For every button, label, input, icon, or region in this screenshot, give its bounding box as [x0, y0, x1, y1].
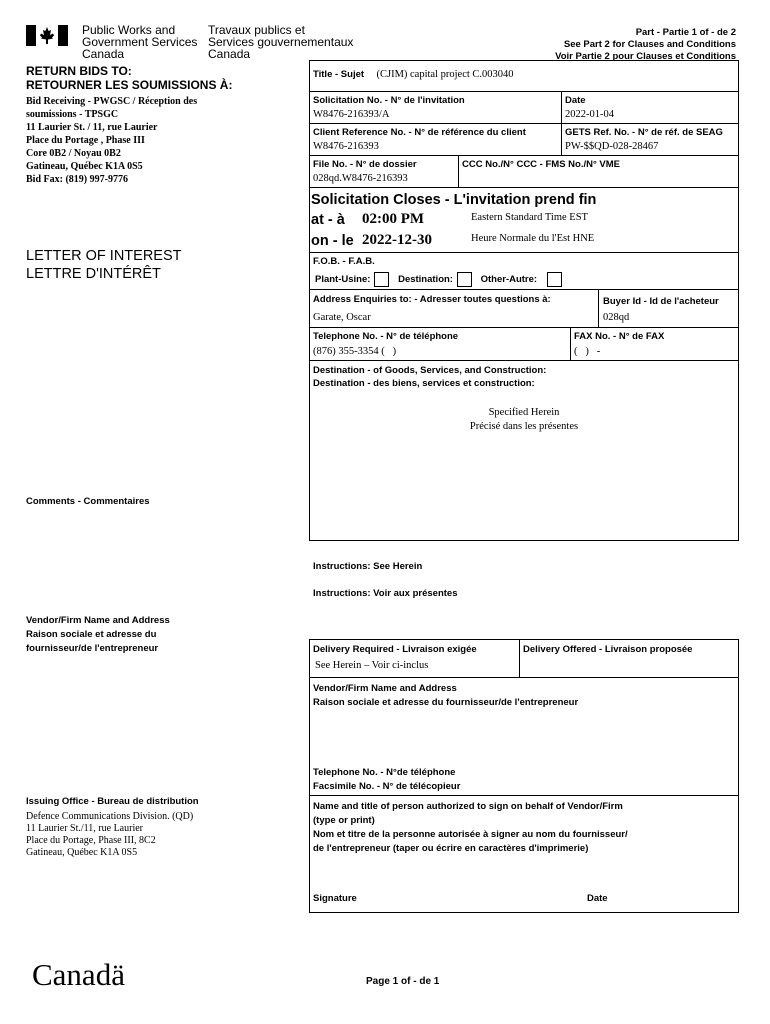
- telephone-label: Telephone No. - N° de téléphone: [313, 331, 459, 342]
- title-field: [313, 64, 514, 82]
- destination-value-line: Précisé dans les présentes: [469, 421, 579, 432]
- part-line: See Part 2 for Clauses and Conditions: [563, 39, 736, 50]
- solicitation-closes-title: Solicitation Closes - L'invitation prend fin: [311, 192, 597, 208]
- dept-en-line: Public Works and: [82, 23, 176, 37]
- canada-flag-icon: [26, 25, 68, 46]
- telephone-value: (876) 355-3354 ( ): [313, 346, 397, 357]
- destination-value-line: Specified Herein: [488, 407, 560, 418]
- vendor-firm-left-label: [26, 614, 170, 656]
- dept-fr-line: Canada: [208, 47, 251, 61]
- part-indicator: [555, 27, 736, 63]
- other-checkbox[interactable]: [547, 272, 562, 287]
- destination-checkbox[interactable]: [457, 272, 472, 287]
- plant-checkbox[interactable]: [374, 272, 389, 287]
- closing-time-value: 02:00 PM: [362, 211, 425, 227]
- issuing-line: Gatineau, Québec K1A 0S5: [26, 847, 138, 858]
- fob-label: F.O.B. - F.A.B.: [313, 256, 375, 267]
- on-label: on - le: [311, 233, 354, 249]
- fob-options: [315, 272, 566, 287]
- department-name-en: [82, 24, 197, 60]
- gets-ref-label: GETS Ref. No. - N° de réf. de SEAG: [565, 127, 723, 138]
- vendor-facsimile-label: Facsimile No. - N° de télécopieur: [313, 781, 461, 792]
- closing-date-value: 2022-12-30: [362, 232, 432, 248]
- letter-of-interest-title: [26, 247, 182, 283]
- signature-label: Signature: [313, 893, 357, 904]
- instructions-en: Instructions: See Herein: [313, 561, 423, 572]
- file-no-label: File No. - N° de dossier: [313, 159, 417, 170]
- address-line: soumissions - TPSGC: [26, 109, 119, 120]
- timezone-en: Eastern Standard Time EST: [471, 212, 588, 223]
- buyer-id-value: 028qd: [603, 312, 630, 323]
- client-ref-label: Client Reference No. - N° de référence du client: [313, 127, 526, 138]
- date-label: Date: [565, 95, 586, 106]
- solicitation-label: Solicitation No. - N° de l'invitation: [313, 95, 465, 106]
- vendor-telephone-label: Telephone No. - N°de téléphone: [313, 767, 456, 778]
- authorized-person-label: [313, 800, 628, 856]
- vendor-phone-labels: [313, 766, 460, 794]
- vendor-left-line: fournisseur/de l'entrepreneur: [26, 643, 159, 654]
- file-no-value: 028qd.W8476-216393: [313, 173, 408, 184]
- destination-goods-label: [313, 364, 546, 390]
- address-line: Core 0B2 / Noyau 0B2: [26, 148, 121, 159]
- dept-fr-line: Services gouvernementaux: [208, 35, 354, 49]
- return-bids-address: [26, 95, 197, 186]
- issuing-office-address: [26, 811, 193, 859]
- letter-title-line: LETTER OF INTEREST: [26, 248, 182, 264]
- vendor-firm-label: [313, 682, 578, 710]
- department-name-fr: [208, 24, 353, 60]
- vendor-firm-field[interactable]: [311, 712, 737, 762]
- date-value: 2022-01-04: [565, 109, 614, 120]
- instructions-fr: Instructions: Voir aux présentes: [313, 588, 458, 599]
- address-enquiries-label: Address Enquiries to: - Adresser toutes questions à:: [313, 294, 551, 305]
- delivery-offered-label: Delivery Offered - Livraison proposée: [523, 644, 693, 655]
- fax-label: FAX No. - N° de FAX: [574, 331, 665, 342]
- address-line: Bid Receiving - PWGSC / Réception des: [26, 96, 198, 107]
- comments-label: Comments - Commentaires: [26, 496, 150, 507]
- part-line: Voir Partie 2 pour Clauses et Conditions: [555, 51, 736, 62]
- address-line: Bid Fax: (819) 997-9776: [26, 174, 128, 185]
- authorized-line: Name and title of person authorized to sign on behalf of Vendor/Firm: [313, 801, 623, 812]
- return-bids-title-line: RETOURNER LES SOUMISSIONS À:: [26, 78, 233, 92]
- delivery-offered-field[interactable]: [521, 657, 737, 675]
- timezone-fr: Heure Normale du l'Est HNE: [471, 233, 595, 244]
- authorized-person-field[interactable]: [311, 858, 737, 886]
- address-enquiries-value: Garate, Oscar: [313, 312, 371, 323]
- issuing-line: Place du Portage, Phase III, 8C2: [26, 835, 156, 846]
- issuing-office-label: Issuing Office - Bureau de distribution: [26, 796, 199, 807]
- destination-label-line: Destination - of Goods, Services, and Construction:: [313, 365, 547, 376]
- issuing-line: 11 Laurier St./11, rue Laurier: [26, 823, 143, 834]
- dept-en-line: Canada: [82, 47, 125, 61]
- other-label: Other-Autre:: [480, 274, 538, 286]
- letter-title-line: LETTRE D'INTÉRÊT: [26, 266, 161, 282]
- canada-wordmark: Canadä: [32, 957, 125, 992]
- buyer-id-label: Buyer Id - Id de l'acheteur: [603, 296, 719, 307]
- at-label: at - à: [311, 212, 345, 228]
- address-line: 11 Laurier St. / 11, rue Laurier: [26, 122, 158, 133]
- authorized-line: (type or print): [313, 815, 375, 826]
- client-ref-value: W8476-216393: [313, 141, 379, 152]
- address-line: Place du Portage , Phase III: [26, 135, 145, 146]
- destination-goods-value: [309, 406, 739, 434]
- title-label: Title - Sujet: [313, 69, 365, 80]
- page-number: Page 1 of - de 1: [366, 976, 440, 987]
- dept-fr-line: Travaux publics et: [208, 23, 305, 37]
- issuing-line: Defence Communications Division. (QD): [26, 811, 194, 822]
- ccc-label: CCC No./N° CCC - FMS No./N° VME: [462, 159, 621, 170]
- part-line: Part - Partie 1 of - de 2: [635, 27, 736, 38]
- delivery-required-label: Delivery Required - Livraison exigée: [313, 644, 477, 655]
- gets-ref-value: PW-$$QD-028-28467: [565, 141, 659, 152]
- authorized-line: Nom et titre de la personne autorisée à signer au nom du fournisseur/: [313, 829, 628, 840]
- authorized-line: de l'entrepreneur (taper ou écrire en caractères d'imprimerie): [313, 843, 589, 854]
- vendor-left-line: Raison sociale et adresse du: [26, 629, 157, 640]
- signature-date-label: Date: [587, 893, 608, 904]
- solicitation-value: W8476-216393/A: [313, 109, 390, 120]
- vendor-left-line: Vendor/Firm Name and Address: [26, 615, 170, 626]
- delivery-required-value: See Herein – Voir ci-inclus: [315, 660, 429, 671]
- return-bids-title-line: RETURN BIDS TO:: [26, 64, 132, 78]
- address-line: Gatineau, Québec K1A 0S5: [26, 161, 143, 172]
- vendor-label-line: Vendor/Firm Name and Address: [313, 683, 457, 694]
- vendor-label-line: Raison sociale et adresse du fournisseur/de l'entrepreneur: [313, 697, 579, 708]
- fax-value: ( ) -: [574, 346, 601, 357]
- return-bids-title: [26, 64, 232, 92]
- title-value: (CJIM) capital project C.003040: [376, 69, 514, 80]
- plant-label: Plant-Usine:: [315, 274, 371, 286]
- destination-label-line: Destination - des biens, services et construction:: [313, 378, 535, 389]
- destination-label: Destination:: [398, 274, 453, 286]
- dept-en-line: Government Services: [82, 35, 198, 49]
